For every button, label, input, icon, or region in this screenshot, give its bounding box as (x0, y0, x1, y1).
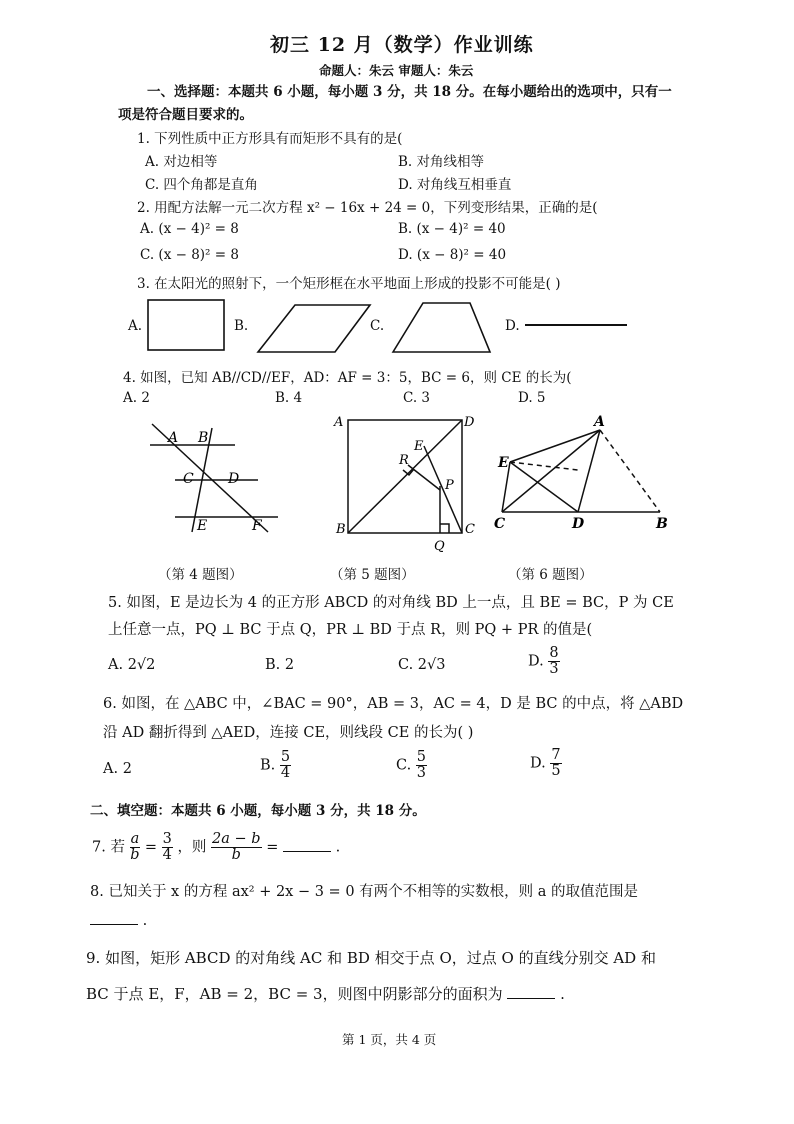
q1-stem: 1. 下列性质中正方形具有而矩形不具有的是( (137, 131, 403, 147)
q3-option-a: A. (128, 318, 143, 334)
q3-rectangle-shape (148, 300, 224, 350)
fig5-label-d: D (464, 415, 475, 430)
q6-stem-line1: 6. 如图，在 △ABC 中，∠BAC = 90°，AB = 3，AC = 4，D 是 BC 的中点，将 △ABD (103, 696, 684, 712)
q1-option-b: B. 对角线相等 (398, 154, 485, 170)
q9-stem-line1: 9. 如图，矩形 ABCD 的对角线 AC 和 BD 相交于点 O，过点 O 的直线分别交 AD 和 (86, 949, 656, 967)
fig4-label-e: E (197, 518, 208, 534)
q5-option-a: A. 2√2 (108, 657, 156, 673)
q4-option-a: A. 2 (123, 390, 150, 406)
q7-end: . (335, 839, 341, 856)
figure-5-caption: （第 5 题图） (330, 567, 415, 583)
q5-option-b: B. 2 (265, 657, 295, 673)
section1-heading: 一、选择题：本题共 6 小题，每小题 3 分，共 18 分。在每小题给出的选项中，只有一 (147, 84, 672, 100)
q6-option-d-label: D. (530, 755, 546, 772)
q8-answer-line (90, 912, 147, 929)
fig5-label-r: R (399, 453, 409, 468)
fig4-label-b: B (198, 430, 209, 446)
q3-stem: 3. 在太阳光的照射下，一个矩形框在水平地面上形成的投影不可能是( ) (137, 276, 561, 292)
fraction-numerator: 3 (162, 831, 172, 847)
fraction-numerator: a (130, 831, 140, 847)
q3-shapes (140, 295, 640, 355)
q3-option-c: C. (370, 318, 385, 334)
fraction-numerator: 8 (549, 645, 559, 661)
q7-fraction-3-4 (162, 832, 173, 863)
q7-equals: = (144, 839, 157, 856)
q8-stem: 8. 已知关于 x 的方程 ax² + 2x − 3 = 0 有两个不相等的实数根，则 a 的取值范围是 (90, 884, 639, 900)
q5-option-d (528, 646, 560, 677)
fraction-numerator: 5 (416, 749, 427, 765)
q5-stem-line2: 上任意一点，PQ ⊥ BC 于点 Q，PR ⊥ BD 于点 R，则 PQ + PR 的值是( (108, 622, 593, 638)
q7-stem (92, 832, 340, 863)
q5-stem-line1: 5. 如图，E 是边长为 4 的正方形 ABCD 的对角线 BD 上一点，且 BE = BC，P 为 CE (108, 595, 674, 611)
fraction-denominator: 4 (280, 765, 291, 782)
q7-fraction-expression (211, 832, 262, 863)
q7-suffix: = (266, 839, 279, 856)
q6-stem-line2: 沿 AD 翻折得到 △AED，连接 CE，则线段 CE 的长为( ) (103, 725, 474, 741)
q3-option-b: B. (234, 318, 249, 334)
q6-option-c (396, 750, 427, 781)
q2-option-d: D. (x − 8)² = 40 (398, 247, 507, 263)
fraction-denominator: 4 (162, 847, 172, 864)
q7-fraction-a-b (130, 832, 141, 863)
q6-option-c-label: C. (396, 757, 412, 774)
fig4-label-d: D (228, 471, 240, 487)
fig5-label-a: A (334, 415, 344, 430)
q9-answer-blank[interactable] (507, 986, 555, 999)
fig5-label-q: Q (434, 539, 445, 554)
q6-option-b-label: B. (260, 757, 276, 774)
fig6-label-d: D (572, 516, 585, 532)
q7-prefix: 7. 若 (92, 839, 125, 856)
fig6-label-b: B (656, 516, 668, 532)
fraction-denominator: 3 (549, 661, 559, 678)
page-number: 第 1 页，共 4 页 (342, 1032, 437, 1047)
q4-option-c: C. 3 (403, 390, 431, 406)
q3-option-d: D. (505, 318, 520, 334)
q6-option-d-fraction (550, 748, 561, 779)
figure-6 (490, 412, 675, 537)
q7-answer-blank[interactable] (283, 839, 331, 852)
q5-option-d-fraction (548, 646, 559, 677)
q2-option-c: C. (x − 8)² = 8 (140, 247, 239, 263)
q9-stem-line2 (86, 983, 565, 1004)
fig6-label-c: C (494, 516, 506, 532)
section1-heading-cont: 项是符合题目要求的。 (118, 107, 253, 123)
q1-option-a: A. 对边相等 (145, 154, 218, 170)
q2-stem: 2. 用配方法解一元二次方程 x² − 16x + 24 = 0，下列变形结果，正确的是( (137, 200, 598, 216)
q6-option-b-fraction (280, 750, 291, 781)
q4-option-d: D. 5 (518, 390, 546, 406)
q4-option-b: B. 4 (275, 390, 303, 406)
q2-option-a: A. (x − 4)² = 8 (140, 221, 239, 237)
q9-stem-text: BC 于点 E，F，AB = 2，BC = 3，则图中阴影部分的面积为 (86, 985, 503, 1003)
fraction-numerator: 2a − b (212, 831, 261, 847)
fig6-label-a: A (594, 414, 605, 430)
fig4-label-f: F (252, 518, 262, 534)
fig4-label-c: C (183, 471, 194, 487)
q2-option-b: B. (x − 4)² = 40 (398, 221, 506, 237)
fig5-label-c: C (465, 522, 475, 537)
fraction-denominator: b (130, 847, 140, 864)
fig6-label-e: E (498, 455, 509, 471)
q5-option-d-label: D. (528, 653, 544, 670)
q1-option-d: D. 对角线互相垂直 (398, 177, 512, 193)
q4-stem: 4. 如图，已知 AB//CD//EF，AD：AF = 3：5，BC = 6，则 CE 的长为( (123, 370, 572, 386)
q8-answer-blank[interactable] (90, 912, 138, 925)
figure-4 (140, 420, 300, 545)
q1-option-c: C. 四个角都是直角 (145, 177, 258, 193)
q3-parallelogram-shape (258, 305, 370, 352)
q3-trapezoid-shape (393, 303, 490, 352)
q6-option-a: A. 2 (103, 761, 132, 777)
fraction-numerator: 5 (280, 749, 291, 765)
q7-mid: ，则 (177, 839, 207, 856)
fig5-label-p: P (445, 478, 454, 493)
q6-option-c-fraction (416, 750, 427, 781)
fig5-label-b: B (336, 522, 346, 537)
fig5-label-e: E (414, 439, 424, 454)
section2-heading: 二、填空题：本题共 6 小题，每小题 3 分，共 18 分。 (90, 803, 426, 819)
fraction-denominator: 3 (416, 765, 427, 782)
fraction-numerator: 7 (551, 747, 561, 763)
q5-option-c: C. 2√3 (398, 657, 446, 673)
q6-option-d (530, 748, 562, 779)
fraction-denominator: b (231, 847, 241, 864)
q6-option-b (260, 750, 291, 781)
q8-end: . (142, 913, 148, 929)
fraction-denominator: 5 (551, 763, 561, 780)
q9-end: . (560, 985, 565, 1003)
fig4-label-a: A (168, 430, 179, 446)
page-title: 初三 12 月（数学）作业训练 (270, 34, 534, 56)
figure-4-caption: （第 4 题图） (158, 567, 243, 583)
figure-5 (328, 408, 478, 556)
author-line: 命题人：朱云 审题人：朱云 (319, 63, 474, 78)
figure-6-caption: （第 6 题图） (508, 567, 593, 583)
